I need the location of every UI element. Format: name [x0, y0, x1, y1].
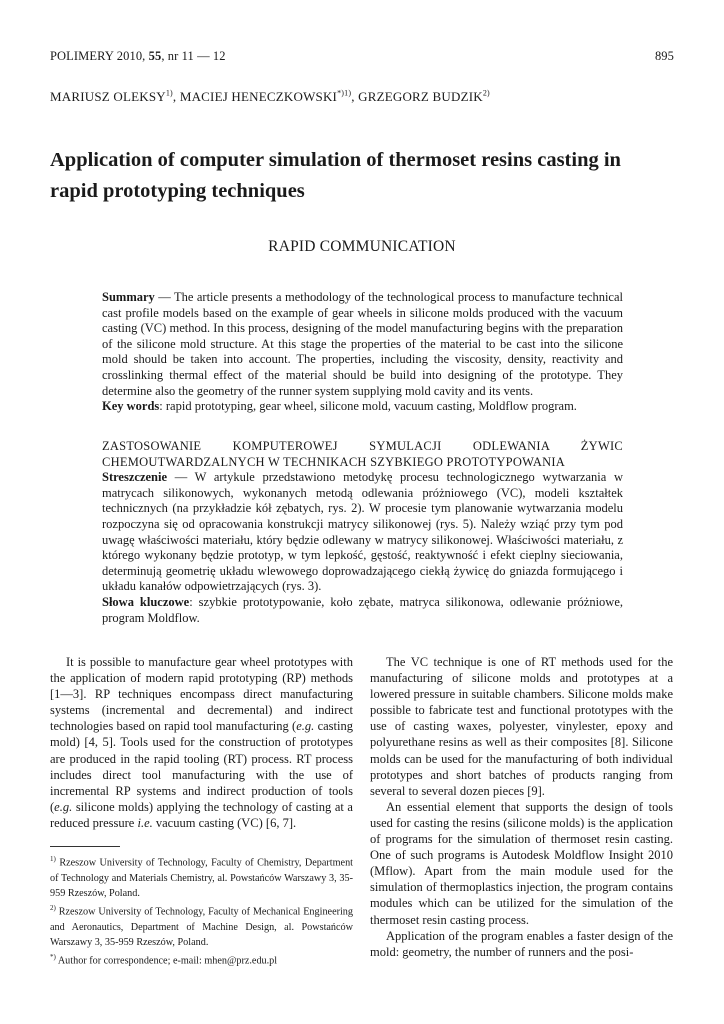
affiliation-mark: 2) — [482, 89, 490, 98]
body-column-left — [50, 654, 353, 831]
summary-text: — The article presents a methodology of the technological process to manufacture technical cast profile models based on the example of gear wheels in silicone molds produced with the vacuum casting (VC) method. In this process, designing of the model manufacturing begins with the preparation of the silicone mold structure. At this stage the properties of the material to be cast into the silicone mold should be taken into account. The properties, including the viscosity, density, reactivity and crosslinking thermal effect of the material should be build into designing of the prototype. They determine also the geometry of the runner system supplying mold cavity and its vents. — [102, 290, 623, 398]
journal-issue: , nr 11 — 12 — [161, 49, 226, 63]
article-title: Application of computer simulation of thermoset resins casting in rapid prototyping techniques — [50, 149, 621, 202]
keywords-text: : rapid prototyping, gear wheel, silicone mold, vacuum casting, Moldflow program. — [159, 399, 577, 414]
summary-label: Summary — [102, 290, 155, 304]
footnote-divider — [50, 846, 120, 847]
author: MACIEJ $HENECZKOWSKI^{*)1)}$, — [179, 89, 359, 105]
journal-name: POLIMERY 2010, — [50, 49, 149, 63]
slowa-kluczowe-paragraph — [102, 595, 623, 626]
body-paragraph: An essential element that supports the design of tools used for casting the resins (silicone molds) is the application of programs for the simulation of thermoset resin casting. One of such programs is Autodesk Moldflow Insight 2010 (Mflow). Apart from the main module used for the simulation of thermoplastics injection, the program contains modules which can be utilized for the simulation of the thermoset resin casting process. — [370, 799, 673, 927]
footnote: $^{2)}$ Rzeszow University of Technology, Faculty of Mechanical Engineering and Aeronautics, Department of Machine Design, al. Powstańców Warszawy 3, 35-959 Rzeszów, Poland. — [50, 904, 353, 948]
abstract-english — [102, 290, 623, 415]
journal-citation — [50, 49, 226, 63]
journal-volume: 55 — [148, 49, 162, 63]
author: MARIUSZ OLEKSY$^{1)}$, — [50, 89, 180, 105]
page-number: 895 — [654, 49, 674, 63]
body-paragraph: It is possible to manufacture gear wheel prototypes with the application of modern rapid prototyping (RP) methods [1—3]. RP techniques encompass direct manufacturing systems (incremental and decremental) and indirect technologies based on rapid tool manufacturing (e.g. casting mold) [4, 5]. Tools used for the construction of prototypes are produced in the rapid tooling (RT) process. RT process includes direct tool manufacturing with the use of incremental RP systems and indirect production of tools (e.g. silicone molds) applying the technology of casting at a reduced pressure i.e. vacuum casting (VC) [6, 7]. — [50, 655, 353, 830]
author-list — [50, 89, 490, 105]
polish-title: ZASTOSOWANIE KOMPUTEROWEJ SYMULACJI ODLEWANIA ŻYWIC CHEMOUTWARDZALNYCH W TECHNIKACH SZYBKIEGO PROTOTYPOWANIA — [102, 439, 623, 469]
affiliation-mark: 1) — [165, 89, 173, 98]
footnote: *) Author for correspondence; e-mail: mhen@prz.edu.pl — [50, 953, 278, 967]
body-paragraph: Application of the program enables a faster design of the mold: geometry, the number of runners and the posi- — [370, 928, 673, 959]
footnotes — [50, 852, 353, 969]
streszczenie-label: Streszczenie — [102, 470, 168, 485]
keywords-paragraph — [102, 399, 623, 415]
streszczenie-text: — W artykule przedstawiono metodykę procesu technologicznego wytwarzania w matrycach silikonowych, wykonanych metodą odlewania próżniowego (VC), modeli kształtek technicznych (na przykładzie kół zębatych, rys. 2). W procesie tym planowanie wytwarzania modelu rozpoczyna się od opracowania konstrukcji matrycy silikonowej (rys. 5). Należy wziąć przy tym pod uwagę właściwości materiału, który będzie odlewany w matrycy silikonowej. Właściwości materiału, z którego wykonany będzie prototyp, w tym lepkość, gęstość, reaktywność i efekt cieplny sieciowania, determinują geometrię układu wlewowego doprowadzającego ciekłą żywicę do gniazda formującego i układu kanałów odpowietrzających (rys. 3). — [102, 470, 623, 594]
footnote: $^{1)}$ Rzeszow University of Technology, Faculty of Chemistry, Department of Technology and Materials Chemistry, al. Powstańców Warszawy 3, 35-959 Rzeszów, Poland. — [50, 855, 353, 899]
body-column-right — [370, 654, 673, 960]
summary-paragraph — [102, 290, 623, 399]
abstract-polish — [102, 439, 623, 626]
body-paragraph: The VC technique is one of RT methods used for the manufacturing of silicone molds and prototypes at a lowered pressure in suitable chambers. Silicone molds make possible to fabricate test and functional prototypes with the use of casting waxes, polyester, vinylester, epoxy and polyurethane resins as well as their composites [8]. Silicone molds can be used for the manufacturing of both individual prototypes and short batches of products ranging from several to several dozen pieces [9]. — [370, 655, 673, 798]
slowa-kluczowe-text: : szybkie prototypowanie, koło zębate, matryca silikonowa, odlewanie próżniowe, program Moldflow. — [102, 594, 623, 625]
running-header — [50, 49, 674, 64]
keywords-label: Key words — [102, 399, 160, 414]
streszczenie-paragraph — [102, 470, 623, 595]
author: GRZEGORZ BUDZIK$^{2)}$ — [358, 89, 490, 105]
affiliation-mark: *)1) — [337, 89, 352, 98]
slowa-kluczowe-label: Słowa kluczowe — [102, 594, 190, 609]
section-label: RAPID COMMUNICATION — [268, 238, 456, 255]
